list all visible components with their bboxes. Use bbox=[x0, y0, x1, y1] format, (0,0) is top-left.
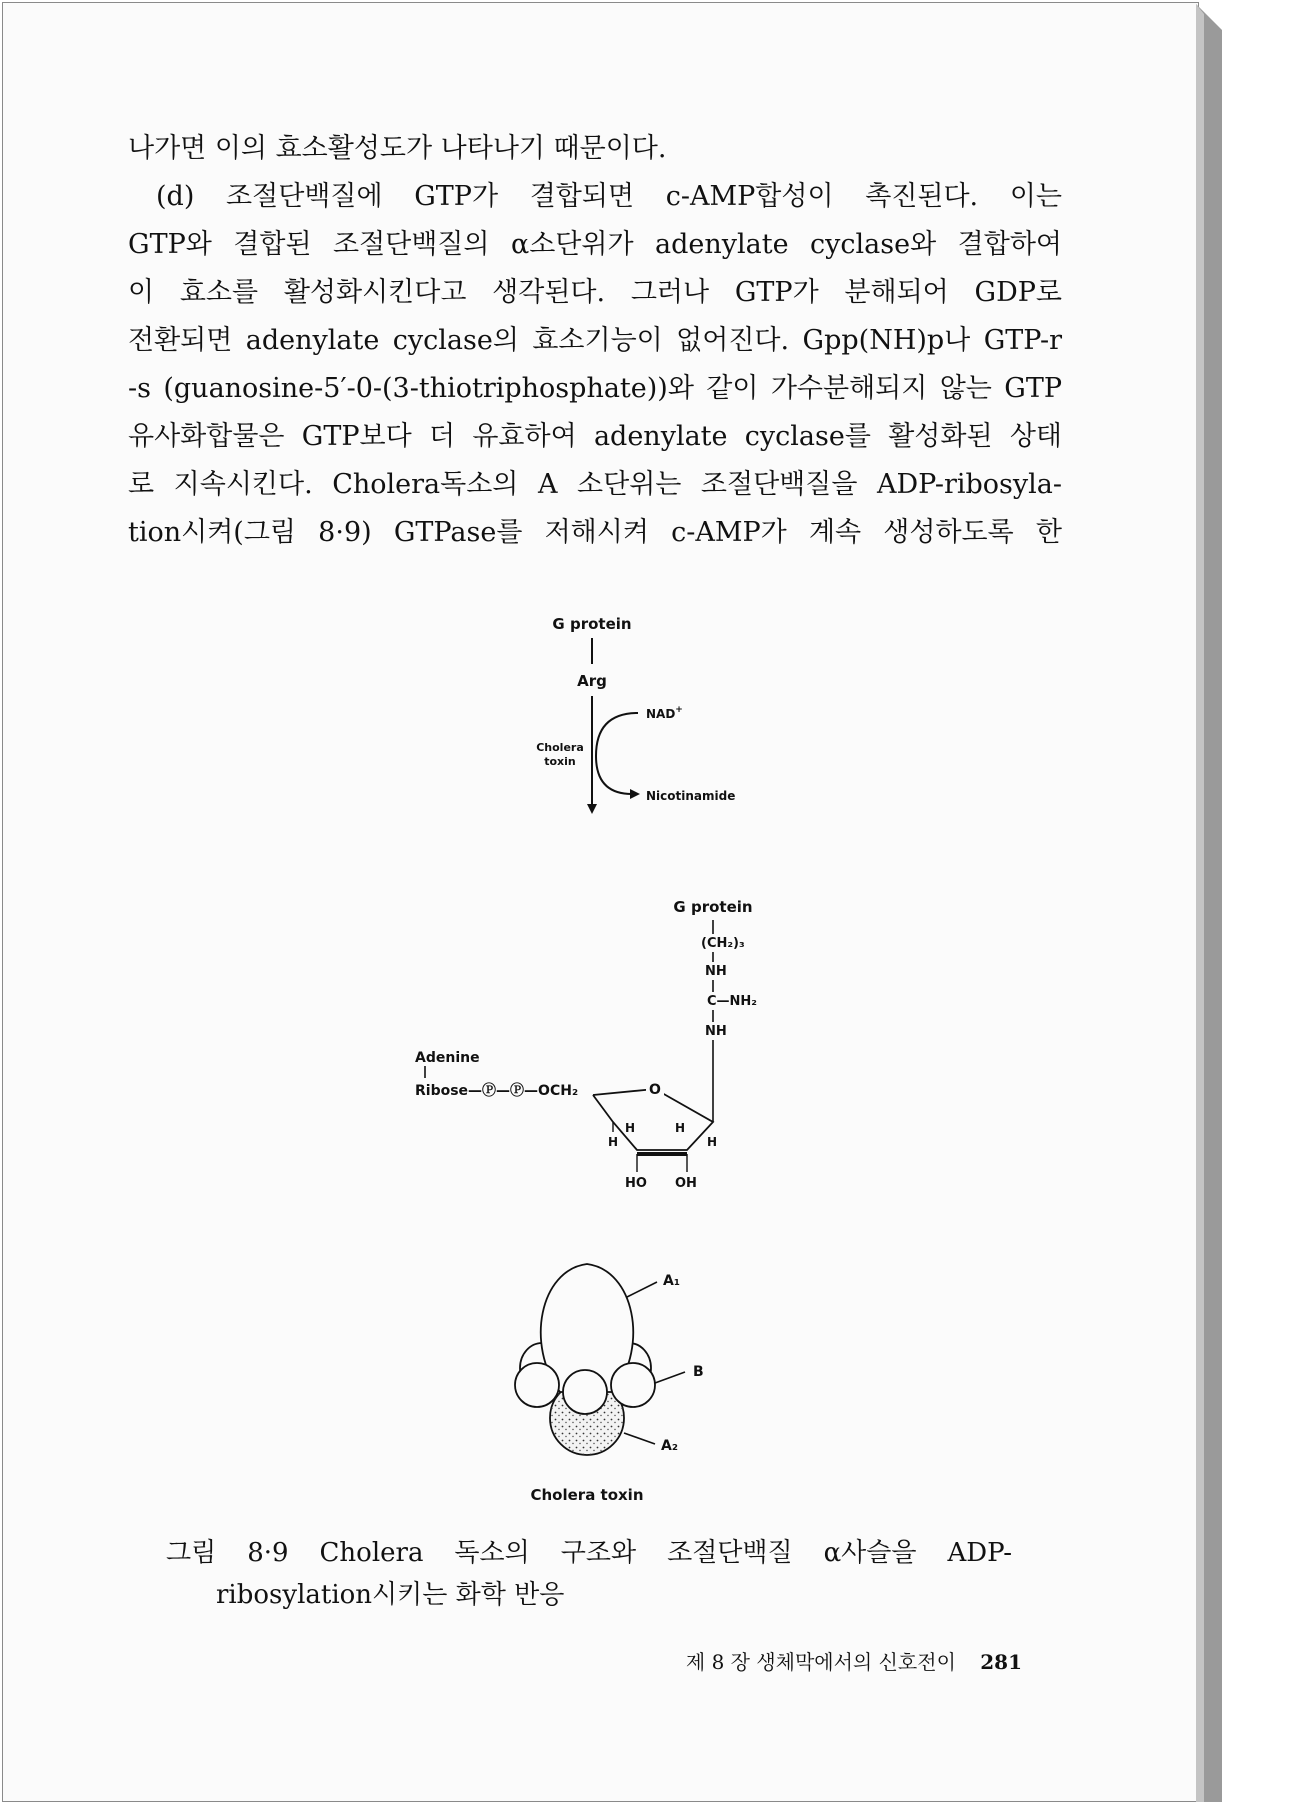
page-footer bbox=[686, 1646, 1022, 1675]
caption-line-1: 그림 8·9 Cholera 독소의 구조와 조절단백질 α사슬을 ADP- bbox=[166, 1538, 1012, 1568]
cholera-label: Cholera bbox=[536, 741, 584, 754]
ho-label: HO bbox=[625, 1176, 647, 1191]
oh-label: OH bbox=[675, 1176, 697, 1191]
toxin-label: toxin bbox=[544, 755, 576, 768]
ring-oxygen-label: O bbox=[649, 1082, 661, 1098]
text-line-8: 로 지속시킨다. Cholera독소의 A 소단위는 조절단백질을 ADP-ribosyla- bbox=[128, 469, 1062, 500]
b-leader bbox=[655, 1372, 685, 1383]
page-edge-shadow bbox=[1196, 4, 1222, 1802]
c-nh2-label: C—NH₂ bbox=[707, 994, 757, 1009]
caption-line-2: ribosylation시키는 화학 반응 bbox=[216, 1580, 565, 1610]
b-subunit-center bbox=[563, 1370, 607, 1414]
cholera-toxin-title: Cholera toxin bbox=[530, 1486, 644, 1504]
adp-ribosyl-arginine-structure bbox=[405, 892, 805, 1212]
a2-label: A₂ bbox=[661, 1438, 678, 1454]
b-subunit-right bbox=[611, 1363, 655, 1407]
nad-label: NAD+ bbox=[646, 705, 683, 721]
structure-g-protein-label: G protein bbox=[673, 898, 753, 916]
h-left-inner: H bbox=[625, 1121, 636, 1135]
text-line-7: 유사화합물은 GTP보다 더 유효하여 adenylate cyclase를 활성화된 상태 bbox=[128, 421, 1062, 452]
body-paragraph bbox=[128, 125, 1062, 557]
adenine-label: Adenine bbox=[415, 1050, 480, 1066]
h-right-outer: H bbox=[707, 1135, 718, 1149]
text-line-2: (d) 조절단백질에 GTP가 결합되면 c-AMP합성이 촉진된다. 이는 bbox=[156, 181, 1062, 212]
text-line-5: 전환되면 adenylate cyclase의 효소기능이 없어진다. Gpp(NH)p나 GTP-r bbox=[128, 325, 1062, 356]
ch2-group-label: (CH₂)₃ bbox=[701, 936, 745, 951]
curved-arrow-head bbox=[630, 789, 640, 799]
text-line-6: -s (guanosine-5′-0-(3-thiotriphosphate))와 같이 가수분해되지 않는 GTP bbox=[128, 373, 1062, 404]
figure-caption bbox=[166, 1532, 1012, 1616]
h-left-outer: H bbox=[608, 1135, 619, 1149]
text-line-9: tion시켜(그림 8·9) GTPase를 저해시켜 c-AMP가 계속 생성하도록 한 bbox=[128, 517, 1062, 548]
page-number: 281 bbox=[980, 1650, 1022, 1674]
text-line-4: 이 효소를 활성화시킨다고 생각된다. 그러나 GTP가 분해되어 GDP로 bbox=[128, 277, 1062, 308]
nicotinamide-label: Nicotinamide bbox=[646, 789, 736, 803]
ribosylation-reaction-diagram bbox=[520, 608, 760, 818]
text-line-3: GTP와 결합된 조절단백질의 α소단위가 adenylate cyclase와 결합하여 bbox=[128, 229, 1062, 260]
ribose-phosphate-label: Ribose—Ⓟ—Ⓟ—OCH₂ bbox=[415, 1083, 579, 1099]
h-right-inner: H bbox=[675, 1121, 686, 1135]
nh-bottom-label: NH bbox=[705, 1024, 727, 1039]
nh-top-label: NH bbox=[705, 964, 727, 979]
b-label: B bbox=[693, 1364, 704, 1380]
reaction-arrow-head bbox=[587, 804, 597, 814]
reaction-curved-arrow bbox=[596, 713, 638, 794]
a2-leader bbox=[624, 1433, 655, 1444]
reaction-arg-label: Arg bbox=[577, 672, 607, 690]
chapter-title: 제 8 장 생체막에서의 신호전이 bbox=[685, 1650, 956, 1674]
text-line-1: 나가면 이의 효소활성도가 나타나기 때문이다. bbox=[128, 133, 667, 164]
reaction-g-protein-label: G protein bbox=[552, 615, 632, 633]
a1-label: A₁ bbox=[663, 1273, 680, 1289]
cholera-toxin-model bbox=[505, 1250, 745, 1510]
b-subunit-left bbox=[515, 1363, 559, 1407]
a1-leader bbox=[627, 1282, 657, 1297]
